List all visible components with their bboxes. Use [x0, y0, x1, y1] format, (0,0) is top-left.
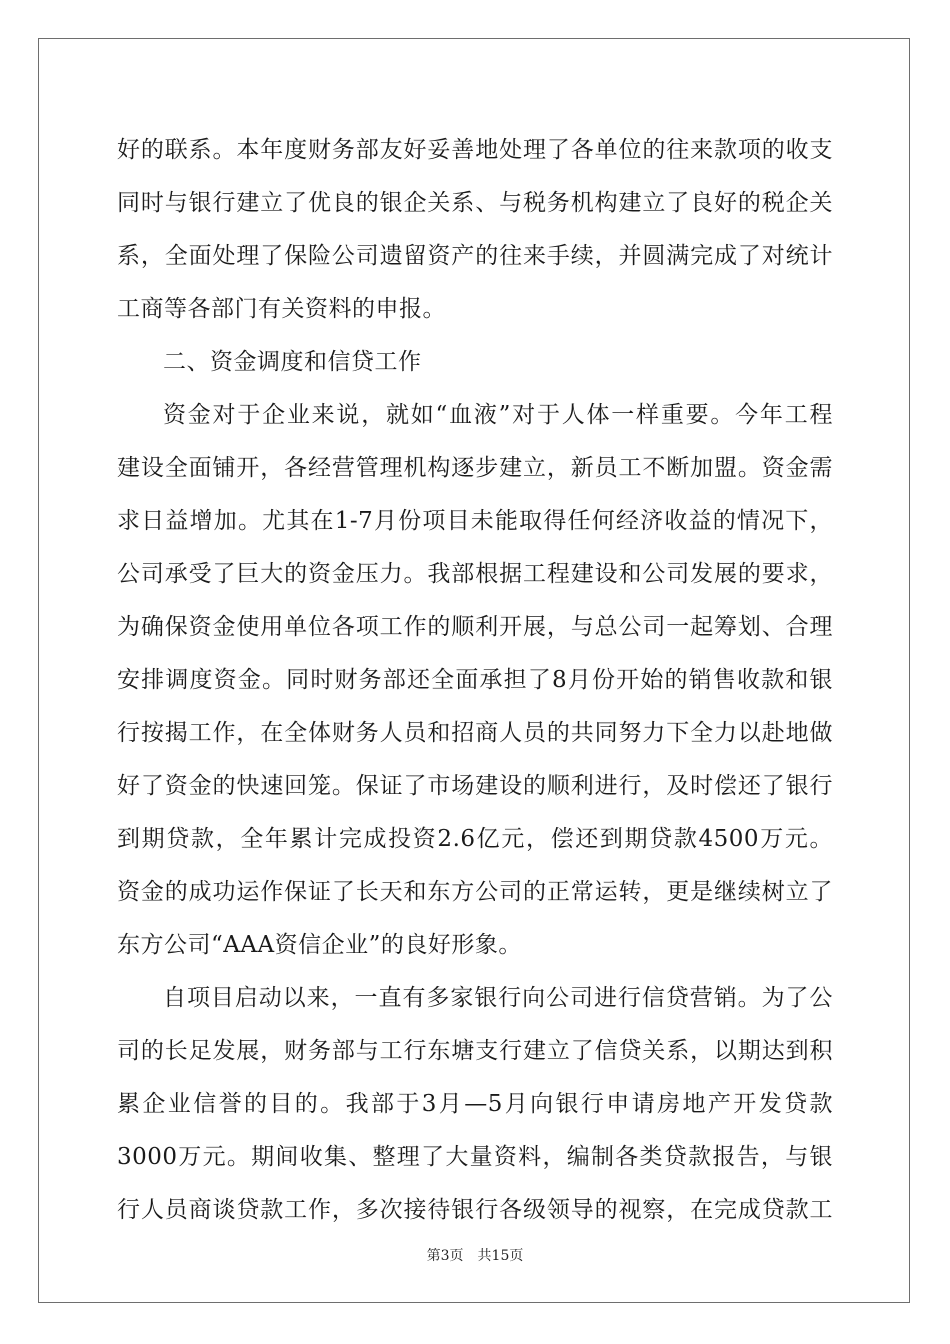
- text-line: 行人员商谈贷款工作，多次接待银行各级领导的视察，在完成贷款工: [117, 1197, 833, 1223]
- text-line: 资金对于企业来说，就如“血液”对于人体一样重要。今年工程: [163, 402, 833, 428]
- text-line: 行按揭工作，在全体财务人员和招商人员的共同努力下全力以赴地做: [117, 720, 833, 746]
- text-line: 二、资金调度和信贷工作: [163, 349, 422, 375]
- page-footer: 第3页 共15页: [426, 1248, 524, 1264]
- document-body: [117, 124, 833, 1237]
- text-line: 累企业信誉的目的。我部于3月—5月向银行申请房地产开发贷款: [117, 1091, 833, 1117]
- text-line: 工商等各部门有关资料的申报。: [117, 296, 446, 322]
- text-line: 东方公司“AAA资信企业”的良好形象。: [117, 932, 522, 958]
- text-line: 公司承受了巨大的资金压力。我部根据工程建设和公司发展的要求，: [117, 561, 833, 587]
- text-line: 好的联系。本年度财务部友好妥善地处理了各单位的往来款项的收支: [117, 137, 833, 163]
- text-line: 系，全面处理了保险公司遗留资产的往来手续，并圆满完成了对统计: [117, 243, 833, 269]
- text-line: 同时与银行建立了优良的银企关系、与税务机构建立了良好的税企关: [117, 190, 833, 216]
- text-line: 3000万元。期间收集、整理了大量资料，编制各类贷款报告，与银: [117, 1144, 833, 1170]
- text-line: 建设全面铺开，各经营管理机构逐步建立，新员工不断加盟。资金需: [117, 455, 833, 481]
- text-line: 自项目启动以来，一直有多家银行向公司进行信贷营销。为了公: [163, 985, 833, 1011]
- text-line: 到期贷款，全年累计完成投资2.6亿元，偿还到期贷款4500万元。: [117, 826, 833, 852]
- text-line: 司的长足发展，财务部与工行东塘支行建立了信贷关系，以期达到积: [117, 1038, 833, 1064]
- text-line: 求日益增加。尤其在1-7月份项目未能取得任何经济收益的情况下，: [117, 508, 833, 534]
- text-line: 安排调度资金。同时财务部还全面承担了8月份开始的销售收款和银: [117, 667, 833, 693]
- text-line: 好了资金的快速回笼。保证了市场建设的顺利进行，及时偿还了银行: [117, 773, 833, 799]
- text-line: 资金的成功运作保证了长天和东方公司的正常运转，更是继续树立了: [117, 879, 833, 905]
- text-line: 为确保资金使用单位各项工作的顺利开展，与总公司一起筹划、合理: [117, 614, 833, 640]
